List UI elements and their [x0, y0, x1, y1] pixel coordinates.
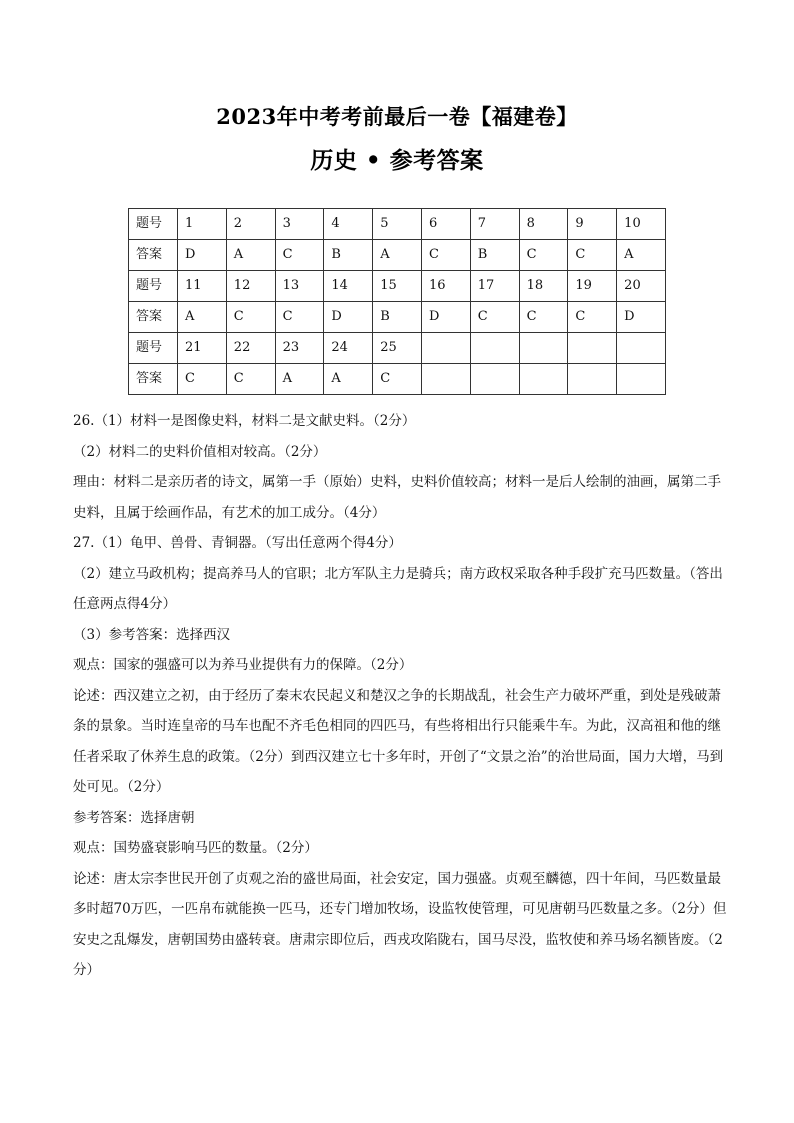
table-cell: C	[275, 302, 324, 333]
table-cell: 8	[519, 209, 568, 240]
table-cell: D	[617, 302, 666, 333]
table-cell: 17	[470, 271, 519, 302]
page-title: 2023年中考考前最后一卷【福建卷】	[216, 104, 578, 129]
table-cell: 20	[617, 271, 666, 302]
table-cell: B	[470, 240, 519, 271]
table-cell: 25	[373, 333, 422, 364]
table-cell: A	[617, 240, 666, 271]
table-row	[129, 364, 666, 395]
row-label: 题号	[129, 271, 178, 302]
table-cell	[421, 333, 470, 364]
table-cell: C	[275, 240, 324, 271]
paragraph: 观点：国势盛衰影响马匹的数量。（2分）	[73, 840, 318, 856]
table-cell	[617, 364, 666, 395]
answer-text	[73, 406, 733, 986]
table-cell: D	[178, 240, 227, 271]
table-cell: D	[324, 302, 373, 333]
table-cell: 5	[373, 209, 422, 240]
table-cell: 1	[178, 209, 227, 240]
page-subtitle: 历史 • 参考答案	[310, 147, 484, 174]
table-cell: C	[226, 302, 275, 333]
table-cell: 10	[617, 209, 666, 240]
table-cell	[617, 333, 666, 364]
table-cell: C	[226, 364, 275, 395]
paragraph: （2）材料二的史料价值相对较高。（2分）	[73, 443, 327, 460]
table-cell: C	[519, 302, 568, 333]
paragraph: 论述：西汉建立之初，由于经历了秦末农民起义和楚汉之争的长期战乱，社会生产力破坏严重，到处是残破萧条的景象。当时连皇帝的马车也配不齐毛色相同的四匹马，有些将相出行只能乘牛车。为此，汉高祖和他的继任者采取了休养生息的政策。（2分）到西汉建立七十多年时，开创了“文景之治”的治世局面，国力大增，马到处可见。（2分）	[73, 687, 724, 795]
table-row	[129, 240, 666, 271]
table-cell	[568, 364, 617, 395]
table-cell	[470, 333, 519, 364]
row-label: 题号	[129, 209, 178, 240]
table-cell: 4	[324, 209, 373, 240]
table-cell: 21	[178, 333, 227, 364]
table-cell: 7	[470, 209, 519, 240]
paragraph: 27.（1）龟甲、兽骨、青铜器。（写出任意两个得4分）	[73, 535, 402, 551]
paragraph: （3）参考答案：选择西汉	[73, 626, 231, 643]
table-cell: 6	[421, 209, 470, 240]
answer-table	[128, 208, 666, 395]
table-cell: 3	[275, 209, 324, 240]
table-cell: 24	[324, 333, 373, 364]
table-cell: D	[421, 302, 470, 333]
paragraph: （2）建立马政机构；提高养马人的官职；北方军队主力是骑兵；南方政权采取各种手段扩充马匹数量。（答出任意两点得4分）	[73, 565, 723, 612]
table-cell	[519, 364, 568, 395]
table-cell	[421, 364, 470, 395]
row-label: 答案	[129, 364, 178, 395]
table-cell: C	[568, 240, 617, 271]
paragraph: 论述：唐太宗李世民开创了贞观之治的盛世局面，社会安定，国力强盛。贞观至麟德，四十年间，马匹数量最多时超70万匹，一匹帛布就能换一匹马，还专门增加牧场，设监牧使管理，可见唐朝马匹数量之多。（2分）但安史之乱爆发，唐朝国势由盛转衰。唐肃宗即位后，西戎攻陷陇右，国马尽没，监牧使和养马场名额皆废。（2分）	[73, 870, 727, 978]
table-cell: 11	[178, 271, 227, 302]
table-cell: 23	[275, 333, 324, 364]
table-cell: 12	[226, 271, 275, 302]
table-cell: 19	[568, 271, 617, 302]
paragraph: 26.（1）材料一是图像史料，材料二是文献史料。（2分）	[73, 413, 416, 429]
table-cell: A	[178, 302, 227, 333]
table-cell: A	[373, 240, 422, 271]
table-cell: 2	[226, 209, 275, 240]
paragraph: 参考答案：选择唐朝	[73, 809, 195, 826]
table-cell: 18	[519, 271, 568, 302]
table-cell: B	[373, 302, 422, 333]
table-cell: C	[178, 364, 227, 395]
table-cell: 14	[324, 271, 373, 302]
table-cell: C	[421, 240, 470, 271]
table-cell: 22	[226, 333, 275, 364]
table-cell: 16	[421, 271, 470, 302]
table-cell: C	[568, 302, 617, 333]
paragraph: 理由：材料二是亲历者的诗文，属第一手（原始）史料，史料价值较高；材料一是后人绘制的油画，属第二手史料，且属于绘画作品，有艺术的加工成分。（4分）	[73, 474, 721, 521]
row-label: 答案	[129, 302, 178, 333]
table-row	[129, 302, 666, 333]
table-cell: B	[324, 240, 373, 271]
paragraph: 观点：国家的强盛可以为养马业提供有力的保障。（2分）	[73, 657, 413, 673]
row-label: 题号	[129, 333, 178, 364]
table-cell	[470, 364, 519, 395]
table-cell: C	[373, 364, 422, 395]
table-row	[129, 271, 666, 302]
table-row	[129, 333, 666, 364]
table-cell: C	[519, 240, 568, 271]
table-cell: A	[275, 364, 324, 395]
table-cell: A	[324, 364, 373, 395]
table-cell: 9	[568, 209, 617, 240]
table-cell: 13	[275, 271, 324, 302]
table-cell	[519, 333, 568, 364]
table-cell: C	[470, 302, 519, 333]
table-row	[129, 209, 666, 240]
table-cell: 15	[373, 271, 422, 302]
row-label: 答案	[129, 240, 178, 271]
table-cell	[568, 333, 617, 364]
table-cell: A	[226, 240, 275, 271]
